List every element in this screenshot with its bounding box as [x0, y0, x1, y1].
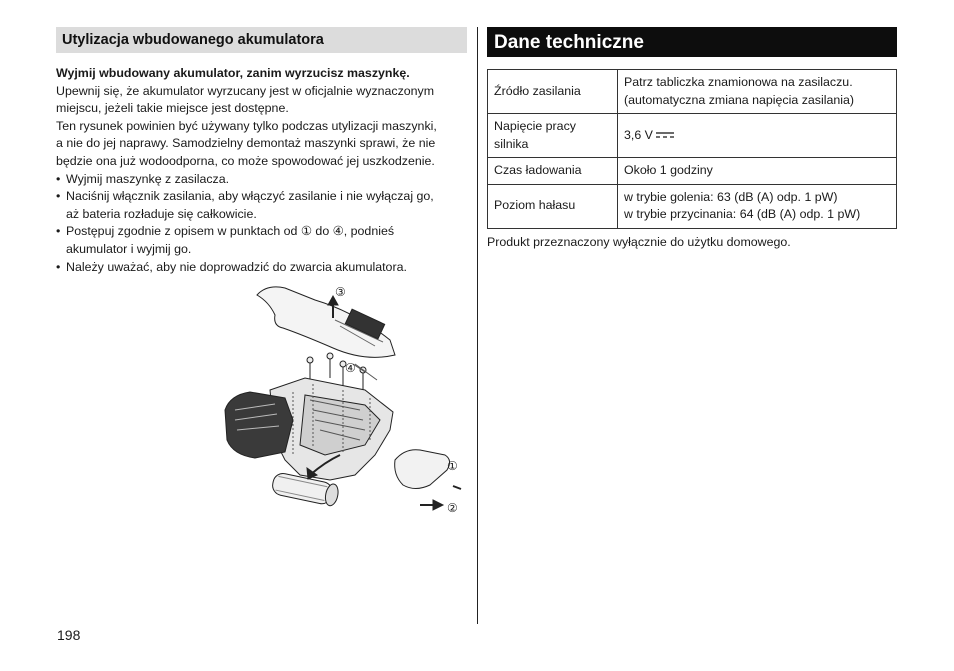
- table-row: [488, 184, 897, 228]
- disposal-body: [56, 65, 467, 276]
- step3-label: ③: [335, 285, 346, 299]
- bullet-item-2: • Naciśnij włącznik zasilania, aby włączyć zasilanie i nie wyłączaj go, aż bateria rozładuje się całkowicie.: [56, 188, 467, 223]
- para2-line3: będzie ona już wodoodporna, co może spowodować jej uszkodzenie.: [56, 153, 435, 168]
- spec-key: Napięcie pracy silnika: [488, 114, 618, 158]
- step4-label: ④: [345, 361, 356, 375]
- disassembly-illustration: [215, 280, 480, 525]
- specs-table: [487, 69, 897, 229]
- step1-label: ①: [447, 459, 458, 473]
- head-block-shape: [225, 392, 293, 458]
- spec-value: 3,6 V: [618, 114, 897, 158]
- page-number: 198: [57, 627, 81, 643]
- intro-bold-text: Wyjmij wbudowany akumulator, zanim wyrzucisz maszynkę.: [56, 66, 410, 80]
- base-piece-shape: [395, 450, 450, 489]
- table-row: [488, 114, 897, 158]
- step2-label: ②: [447, 501, 458, 515]
- disposal-heading: Utylizacja wbudowanego akumulatora: [56, 27, 467, 53]
- bullet-item-3: • Postępuj zgodnie z opisem w punktach od ① do ④, podnieś akumulator i wyjmij go.: [56, 223, 467, 258]
- column-divider: [477, 27, 478, 624]
- specs-heading: Dane techniczne: [487, 27, 897, 57]
- bullet-item-1: • Wyjmij maszynkę z zasilacza.: [56, 171, 467, 189]
- dc-voltage-icon: [656, 131, 674, 139]
- para2-line2: a nie do jej naprawy. Samodzielny demontaż maszynki sprawi, że nie: [56, 136, 436, 151]
- spec-value: Patrz tabliczka znamionowa na zasilaczu. (automatyczna zmiana napięcia zasilania): [618, 70, 897, 114]
- spec-key: Poziom hałasu: [488, 184, 618, 228]
- spec-key: Źródło zasilania: [488, 70, 618, 114]
- spec-key: Czas ładowania: [488, 158, 618, 185]
- para1-line2: miejscu, jeżeli takie miejsce jest dostępne.: [56, 101, 289, 116]
- bullet-item-4: • Należy uważać, aby nie doprowadzić do zwarcia akumulatora.: [56, 259, 467, 277]
- table-row: [488, 158, 897, 185]
- spec-value: Około 1 godziny: [618, 158, 897, 185]
- spec-value: w trybie golenia: 63 (dB (A) odp. 1 pW) w trybie przycinania: 64 (dB (A) odp. 1 pW): [618, 184, 897, 228]
- disposal-section: [56, 27, 467, 276]
- table-row: [488, 70, 897, 114]
- household-use-note: Produkt przeznaczony wyłącznie do użytku domowego.: [487, 234, 791, 249]
- para2-line1: Ten rysunek powinien być używany tylko podczas utylizacji maszynki,: [56, 118, 437, 133]
- specs-section: [487, 27, 897, 251]
- para1-line1: Upewnij się, że akumulator wyrzucany jest w oficjalnie wyznaczonym: [56, 83, 435, 98]
